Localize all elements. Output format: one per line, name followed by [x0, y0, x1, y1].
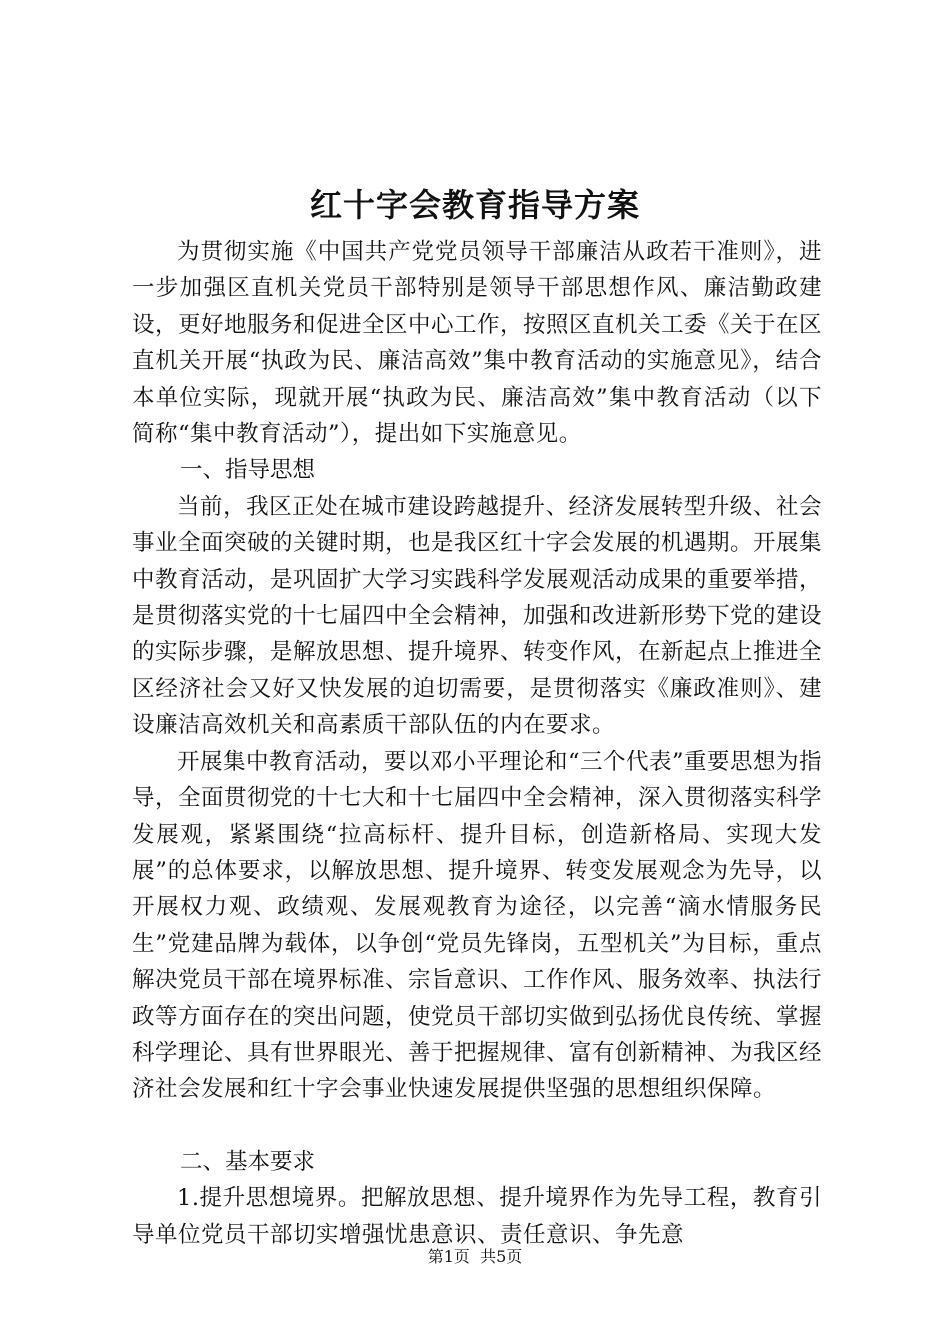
paragraph-current-situation: 当前，我区正处在城市建设跨越提升、经济发展转型升级、社会事业全面突破的关键时期，也是我区红十字会发展的机遇期。开展集中教育活动，是巩固扩大学习实践科学发展观活动成果的重要举措，是贯彻落实党的十七届四中全会精神，加强和改进新形势下党的建设的实际步骤，是解放思想、提升境界、转变作风，在新起点上推进全区经济社会又好又快发展的迫切需要，是贯彻落实《廉政准则》、建设廉洁高效机关和高素质干部队伍的内在要求。 [132, 493, 823, 739]
document-body [132, 234, 822, 1253]
document-title: 红十字会教育指导方案 [309, 186, 640, 224]
page-total: 共5页 [480, 1247, 523, 1266]
section-heading-basic-requirements: 二、基本要求 [180, 1148, 316, 1175]
page-number: 第1页 [427, 1247, 470, 1266]
page-footer [0, 1244, 950, 1267]
paragraph-guiding-principles: 开展集中教育活动，要以邓小平理论和“三个代表”重要思想为指导，全面贯彻党的十七大和十七届四中全会精神，深入贯彻落实科学发展观，紧紧围绕“拉高标杆、提升目标，创造新格局、实现大发展”的总体要求，以解放思想、提升境界、转变发展观念为先导，以开展权力观、政绩观、发展观教育为途径，以完善“滴水情服务民生”党建品牌为载体，以争创“党员先锋岗，五型机关”为目标，重点解决党员干部在境界标准、宗旨意识、工作作风、服务效率、执法行政等方面存在的突出问题，使党员干部切实做到弘扬优良传统、掌握科学理论、具有世界眼光、善于把握规律、富有创新精神、为我区经济社会发展和红十字会事业快速发展提供坚强的思想组织保障。 [132, 748, 823, 1103]
paragraph-intro: 为贯彻实施《中国共产党党员领导干部廉洁从政若干准则》，进一步加强区直机关党员干部特别是领导干部思想作风、廉洁勤政建设，更好地服务和促进全区中心工作，按照区直机关工委《关于在区直机关开展“执政为民、廉洁高效”集中教育活动的实施意见》，结合本单位实际，现就开展“执政为民、廉洁高效”集中教育活动（以下简称“集中教育活动”），提出如下实施意见。 [132, 239, 823, 448]
section-heading-guiding-thought: 一、指导思想 [180, 457, 316, 484]
paragraph-spacer [132, 1108, 822, 1144]
paragraph-requirement-1: 1.提升思想境界。把解放思想、提升境界作为先导工程，教育引导单位党员干部切实增强忧患意识、责任意识、争先意 [132, 1185, 822, 1248]
